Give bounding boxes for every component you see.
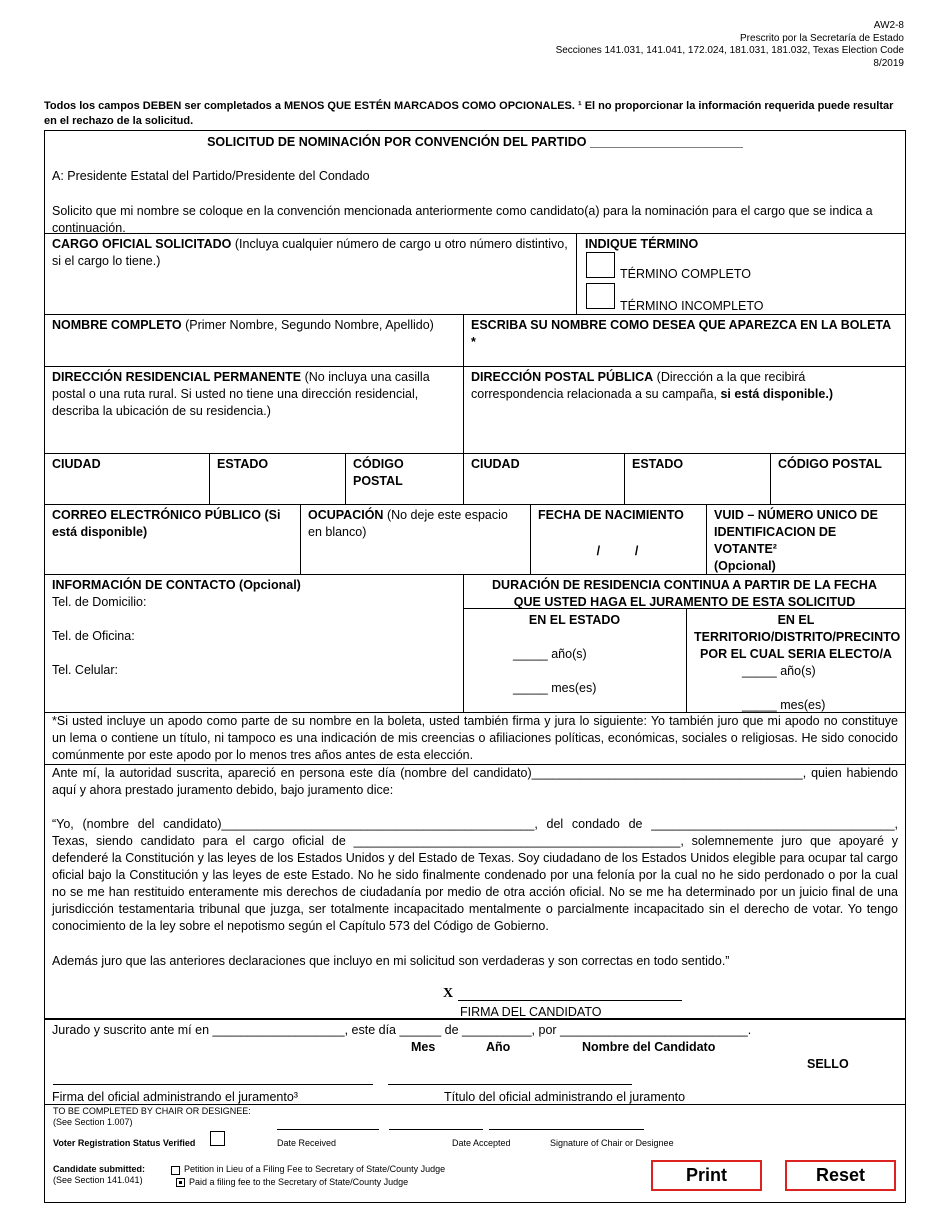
oath-closing: Además juro que las anteriores declaraciones que incluyo en mi solicitud son verdaderas y son correctas en todo sentido.”	[52, 954, 730, 968]
term-unexpired-label: TÉRMINO INCOMPLETO	[620, 299, 764, 313]
mail-zip-label: CÓDIGO POSTAL	[778, 457, 882, 471]
res-state-label: ESTADO	[217, 457, 269, 471]
code-sections: Secciones 141.031, 141.041, 172.024, 181.031, 181.032, Texas Election Code	[555, 45, 904, 56]
reset-button[interactable]: Reset	[785, 1160, 896, 1191]
res-zip-label: CÓDIGO POSTAL	[353, 457, 404, 488]
officer-title-line[interactable]	[388, 1084, 632, 1085]
mail-city-label: CIUDAD	[471, 457, 520, 471]
candidate-signature-label: FIRMA DEL CANDIDATO	[460, 1005, 602, 1019]
filing-fee-option-label: Paid a filing fee to the Secretary of State/County Judge	[189, 1177, 409, 1187]
oath-body: “Yo, (nombre del candidato)_____________________________________________, del condado de ___________________________________, Texas, siendo candidato para el cargo oficial de _______________________________________________, solemnemente juro que apoyaré y defenderé la Constitución y las leyes de los Estados Unidos y del Estado de Texas. Soy ciudadano de los Estados Unidos elegible para ocupar tal cargo oficial bajo la Constitución y las leyes de este Estado. No he sido finalmente condenado por una felonía por la cual no he sido perdonado o por la cual no se me han restituido enteramente mis derechos de ciudadanía por medio de otra acción oficial. No se me ha determinado por un juicio final de una jurisdicción testamentaria tribunal que juzga, ser totalmente incapacitado mentalmente o parcialmente incapacitado sin el derecho de votar. Yo tengo conocimiento de la ley sobre el nepotismo según el Capítulo 573 del Código de Gobierno.	[52, 817, 898, 933]
residence-state-label: EN EL ESTADO	[528, 613, 621, 627]
residence-address-label: DIRECCIÓN RESIDENCIAL PERMANENTE (No incluya una casilla postal o una ruta rural. Si usted no tiene una dirección residencial, describa la ubicación de su residencia.)	[52, 370, 430, 418]
residence-duration-title: DURACIÓN DE RESIDENCIA CONTINUA A PARTIR DE LA FECHA QUE USTED HAGA EL JURAMENTO DE ESTA SOLICITUD	[492, 578, 877, 609]
date-accepted-label: Date Accepted	[452, 1138, 511, 1148]
term-full-checkbox[interactable]	[586, 252, 615, 278]
dob-separators: / /	[596, 544, 639, 558]
cell-phone-label: Tel. Celular:	[52, 663, 118, 677]
jurat-line: Jurado y suscrito ante mí en ___________________, este día ______ de __________, por ___________________________.	[52, 1023, 752, 1037]
ballot-name-label: ESCRIBA SU NOMBRE COMO DESEA QUE APAREZCA EN LA BOLETA *	[471, 318, 891, 349]
officer-signature-line[interactable]	[53, 1084, 373, 1085]
state-months: _____ mes(es)	[513, 681, 597, 695]
territory-months: _____ mes(es)	[742, 698, 826, 712]
office-sought-label: CARGO OFICIAL SOLICITADO (Incluya cualquier número de cargo u otro número distintivo, si el cargo lo tiene.)	[52, 237, 568, 268]
chair-signature-label: Signature of Chair or Designee	[550, 1138, 674, 1148]
contact-info-label: INFORMACIÓN DE CONTACTO (Opcional)	[52, 578, 301, 592]
officer-title-label: Título del oficial administrando el juramento	[444, 1090, 686, 1104]
nickname-oath: *Si usted incluye un apodo como parte de su nombre en la boleta, usted también firma y jura lo siguiente: Yo también juro que mi apodo no constituye un lema o contiene un título, ni tampoco es una indicación de mis creencias o afiliaciones políticas, económicas, sociales o religiosas. He sido conocido comúnmente por este apodo por lo menos tres años antes de esta elección.	[52, 714, 898, 762]
signature-x-mark: X	[443, 986, 454, 1001]
term-label: INDIQUE TÉRMINO	[585, 237, 699, 251]
oath-intro: Ante mí, la autoridad suscrita, apareció en persona este día (nombre del candidato)_______________________________________, quien habiendo aquí y ahora prestado juramento debido, bajo juramento dice:	[52, 766, 898, 797]
email-label: CORREO ELECTRÓNICO PÚBLICO (Si está disponible)	[52, 508, 281, 539]
petition-checkbox[interactable]	[171, 1166, 180, 1175]
office-phone-label: Tel. de Oficina:	[52, 629, 135, 643]
dob-label: FECHA DE NACIMIENTO	[538, 508, 684, 522]
form-id: AW2-8	[873, 20, 904, 31]
officer-signature-label: Firma del oficial administrando el juramento³	[52, 1090, 298, 1104]
date-received-label: Date Received	[277, 1138, 337, 1148]
candidate-submitted: Candidate submitted: (See Section 141.041)	[53, 1164, 146, 1185]
term-full-label: TÉRMINO COMPLETO	[620, 267, 752, 281]
form-title: SOLICITUD DE NOMINACIÓN POR CONVENCIÓN DEL PARTIDO ______________________	[207, 135, 743, 149]
full-name-label: NOMBRE COMPLETO (Primer Nombre, Segundo Nombre, Apellido)	[52, 318, 434, 332]
contact-info	[44, 574, 463, 682]
voter-verified-checkbox[interactable]	[210, 1131, 225, 1146]
jurat-name-label: Nombre del Candidato	[582, 1040, 716, 1054]
print-button[interactable]: Print	[651, 1160, 762, 1191]
prescribed-by: Prescrito por la Secretaría de Estado	[740, 32, 904, 44]
residence-territory-label: EN EL TERRITORIO/DISTRITO/PRECINTO POR EL CUAL SERIA ELECTO/A	[694, 613, 901, 661]
office-use-header: TO BE COMPLETED BY CHAIR OR DESIGNEE: (See Section 1.007)	[53, 1106, 251, 1127]
occupation-label: OCUPACIÓN (No deje este espacio en blanco)	[308, 508, 508, 539]
jurat-month-label: Mes	[411, 1040, 436, 1054]
mail-state-label: ESTADO	[632, 457, 684, 471]
term-unexpired-checkbox[interactable]	[586, 283, 615, 309]
jurat-year-label: Año	[486, 1040, 511, 1054]
res-city-label: CIUDAD	[52, 457, 101, 471]
form-header	[556, 20, 904, 70]
vuid-label: VUID – NÚMERO UNICO DE IDENTIFICACION DE VOTANTE² (Opcional)	[714, 508, 878, 573]
request-text: Solicito que mi nombre se coloque en la convención mencionada anteriormente como candidato(a) para la nominación para el cargo que se indica a continuación.	[52, 204, 873, 235]
voter-verified-label: Voter Registration Status Verified	[53, 1138, 196, 1148]
territory-years: _____ año(s)	[742, 664, 816, 678]
home-phone-label: Tel. de Domicilio:	[52, 595, 147, 609]
seal-label: SELLO	[807, 1057, 849, 1071]
state-years: _____ año(s)	[513, 647, 587, 661]
to-line: A: Presidente Estatal del Partido/Presidente del Condado	[52, 169, 370, 183]
instructions-note: Todos los campos DEBEN ser completados a MENOS QUE ESTÉN MARCADOS COMO OPCIONALES. ¹ El no proporcionar la información requerida puede resultar en el rechazo de la solicitud.	[44, 100, 894, 127]
filing-fee-checkbox[interactable]	[176, 1178, 185, 1187]
petition-option-label: Petition in Lieu of a Filing Fee to Secretary of State/County Judge	[184, 1164, 446, 1174]
revision-date: 8/2019	[873, 57, 904, 69]
mailing-address-label: DIRECCIÓN POSTAL PÚBLICA (Dirección a la que recibirá correspondencia relacionada a su campaña, si está disponible.)	[471, 370, 833, 401]
